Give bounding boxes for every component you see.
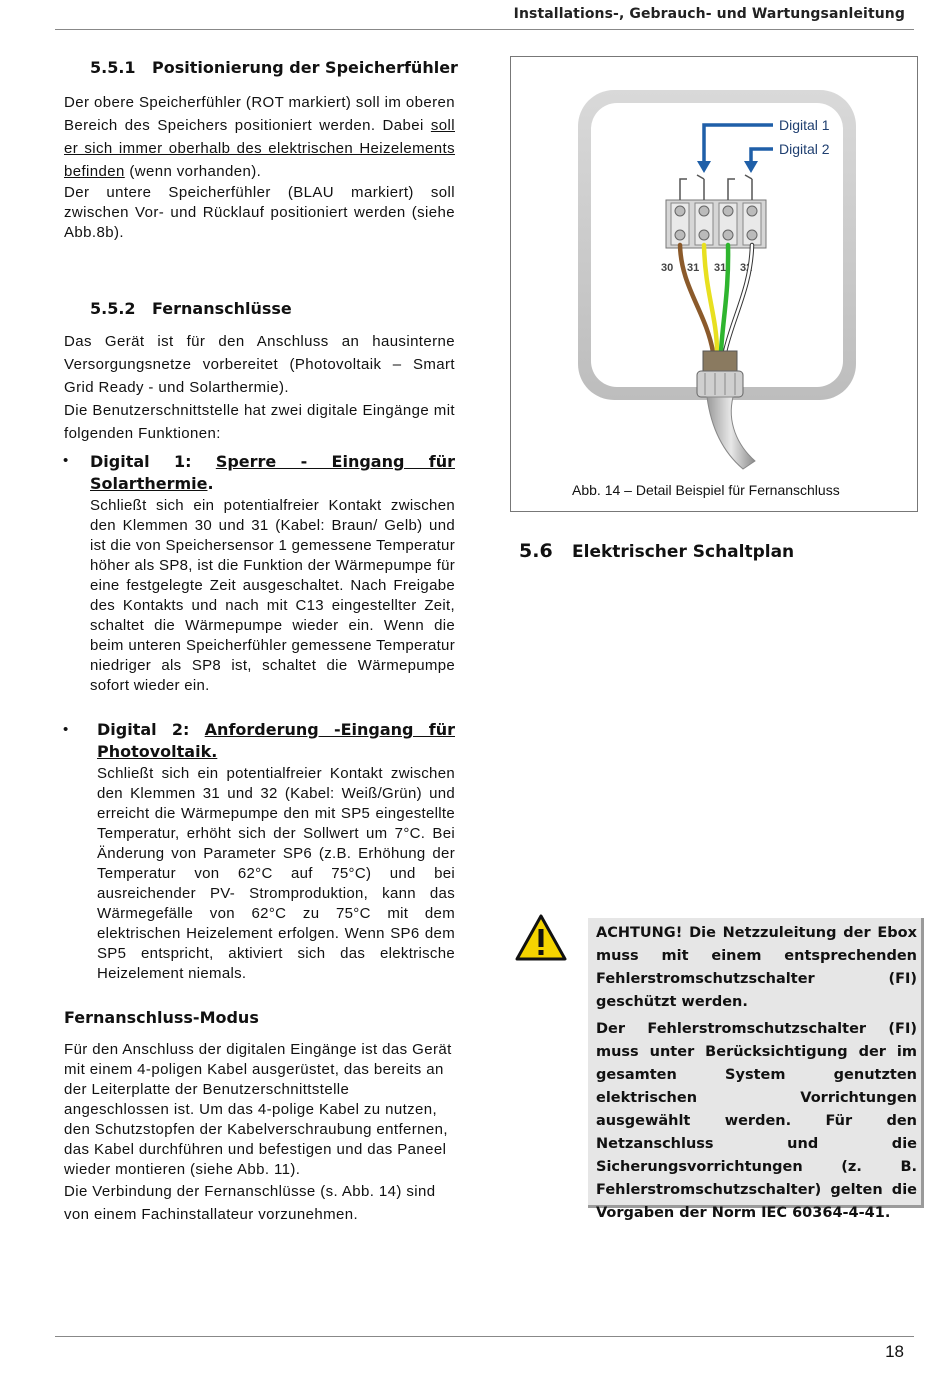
paragraph: Das Gerät ist für den Anschluss an hausinterne Versorgungsnetze vorbereitet (Photovoltaik – Smart Grid Ready - und Solarthermie).: [64, 333, 455, 396]
section-5-6-heading: [519, 540, 794, 562]
input-name: Digital 1: [90, 452, 186, 471]
subheading-fernanschluss-modus: Fernanschluss-Modus: [64, 1008, 259, 1027]
input-function-title: Anforderung -Eingang für Photovoltaik.: [97, 720, 455, 761]
section-title: Elektrischer Schaltplan: [572, 542, 795, 562]
warning-triangle-icon: [515, 914, 567, 962]
section-number: 5.5.1: [90, 58, 136, 77]
bullet-heading: [97, 719, 455, 763]
section-title: Positionierung der Speicherfühler: [152, 58, 458, 77]
header-divider: [55, 29, 914, 30]
bullet-item-digital-2: [97, 719, 455, 984]
figure-caption: Abb. 14 – Detail Beispiel für Fernanschluss: [572, 482, 840, 498]
paragraph: Die Benutzerschnittstelle hat zwei digitale Eingänge mit folgenden Funktionen:: [64, 402, 455, 442]
document-header-title: Installations-, Gebrauch- und Wartungsanleitung: [513, 6, 905, 22]
cable: [707, 397, 755, 469]
section-title: Fernanschlüsse: [152, 299, 292, 318]
footer-divider: [55, 1336, 914, 1337]
bullet-symbol: •: [63, 721, 69, 738]
section-5-5-1-body: [64, 91, 455, 243]
terminal-label: 30: [661, 262, 674, 274]
terminal-label: 32: [740, 262, 753, 274]
bullet-symbol: •: [63, 452, 69, 469]
page-number: 18: [885, 1342, 904, 1361]
warning-paragraph: Der Fehlerstromschutzschalter (FI) muss unter Berücksichtigung der im gesamten System genutzten elektrischen Vorrichtungen ausgewählt werden. Für den Netzanschluss und die Sicherungsvorrichtungen (z. B. Fehlerstromschutzschalter) gelten die Vorgaben der Norm IEC 60364-4-41.: [596, 1021, 917, 1221]
bullet-description: Schließt sich ein potentialfreier Kontakt zwischen den Klemmen 31 und 32 (Kabel: Weiß/Grün) und erreicht die Wärmepumpe den mit SP5 eingestellte Temperatur, erhöht sich der Sollwert um 7°C. Bei Änderung von Parameter SP6 (z.B. Erhöhung der Temperatur von 62°C auf 75°C) und bei ausreichender PV- Stromproduktion, kann das Wärmegefälle von 62°C zu 75°C mit dem elektrischen Heizelement erfolgen. Wenn SP6 dem SP5 entspricht, aktiviert sich das elektrische Heizelement niemals.: [97, 765, 455, 982]
warning-paragraph: ACHTUNG! Die Netzzuleitung der Ebox muss mit einem entsprechenden Fehlerstromschutzschalter (FI) geschützt werden.: [596, 925, 917, 1010]
remote-connection-diagram: [511, 57, 917, 511]
paragraph: Für den Anschluss der digitalen Eingänge ist das Gerät mit einem 4-poligen Kabel ausgerüstet, das bereits an der Leiterplatte der Benutzerschnittstelle angeschlossen ist. Um das 4-polige Kabel zu nutzen, den Schutzstopfen der Kabelverschraubung entfernen, das Kabel durchführen und befestigen und das Paneel wieder montieren (siehe Abb. 11).: [64, 1041, 452, 1178]
warning-box: [588, 918, 924, 1221]
section-5-5-2-body: [64, 330, 455, 445]
section-5-5-1-heading: [90, 58, 458, 77]
figure-box: [510, 56, 918, 512]
input-name: Digital 2: [97, 720, 184, 739]
bullet-description: Schließt sich ein potentialfreier Kontakt zwischen den Klemmen 30 und 31 (Kabel: Braun/ Gelb) und ist die von Speichersensor 1 gemessene Temperatur höher als SP8, ist die Funktion der Wärmepumpe für eine festgelegte Zeit ausgeschaltet. Nach Freigabe des Kontakts und nach mit C13 eingestellter Zeit, schaltet die Wärmepumpe wieder ein. Wenn die beim unteren Speicherfühler gemessene Temperatur niedriger als SP8 ist, schaltet die Wärmepumpe sofort wieder ein.: [90, 497, 455, 694]
separator: :: [183, 720, 205, 739]
label-digital-2: Digital 2: [779, 141, 830, 157]
input-function-title: Sperre - Eingang für Solarthermie: [90, 452, 456, 493]
terminal-label: 31: [714, 262, 727, 274]
paragraph: Der untere Speicherfühler (BLAU markiert) soll zwischen Vor- und Rücklauf positioniert werden (siehe Abb.8b).: [64, 184, 455, 241]
underlined-text: soll er sich immer oberhalb des elektrischen Heizelements befinden: [64, 117, 455, 180]
cable-gland: [697, 351, 743, 397]
terminal-label: 31: [687, 262, 700, 274]
bullet-item-digital-1: [90, 451, 455, 696]
section-number: 5.5.2: [90, 299, 136, 318]
paragraph: [64, 91, 455, 183]
paragraph: Die Verbindung der Fernanschlüsse (s. Abb. 14) sind von einem Fachinstallateur vorzunehmen.: [64, 1183, 436, 1223]
separator: :: [185, 452, 216, 471]
text-run: Der obere Speicherfühler (ROT markiert) soll im oberen Bereich des Speichers positioniert werden. Dabei: [64, 94, 455, 134]
fernanschluss-body: [64, 1040, 455, 1226]
label-digital-1: Digital 1: [779, 117, 830, 133]
section-5-5-2-heading: [90, 299, 292, 318]
period: .: [207, 474, 214, 493]
text-run: (wenn vorhanden).: [124, 163, 262, 180]
bullet-heading: [90, 451, 455, 495]
section-number: 5.6: [519, 540, 553, 562]
